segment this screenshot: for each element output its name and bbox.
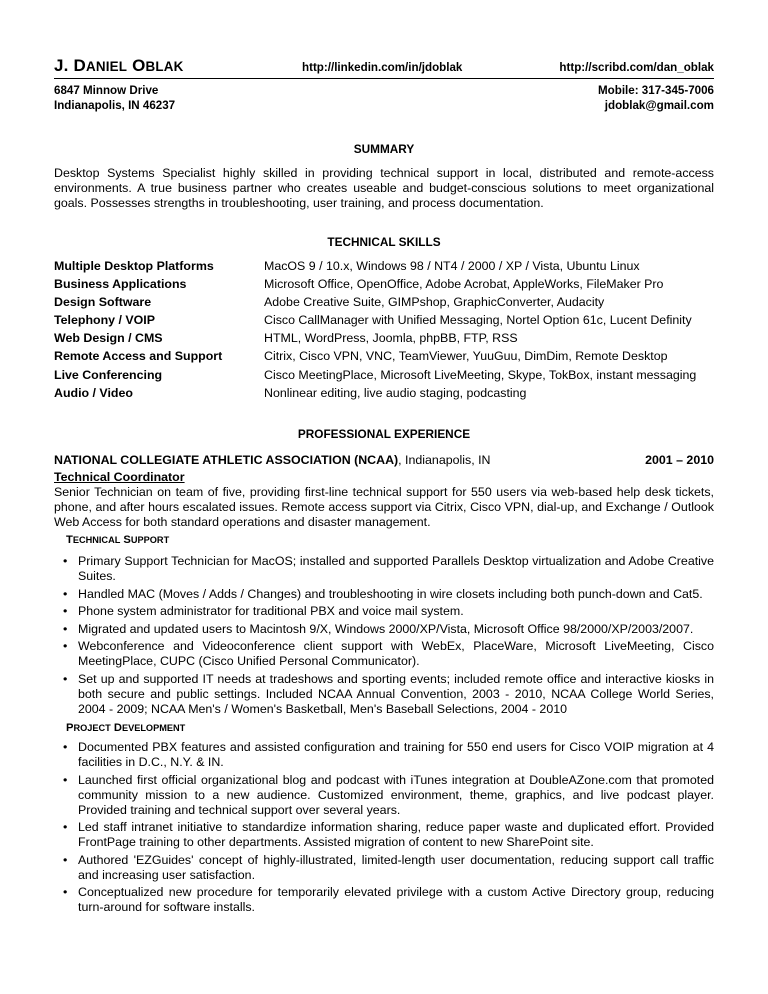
bullet-icon: •	[63, 639, 68, 653]
employer-location: , Indianapolis, IN	[398, 453, 491, 467]
skill-row	[54, 277, 714, 295]
address-line-1: 6847 Minnow Drive	[54, 84, 159, 97]
bullet-icon: •	[63, 586, 68, 601]
job-title: Technical Coordinator	[54, 470, 185, 484]
skill-row	[54, 259, 714, 277]
bullet-text: Conceptualized new procedure for temporarily elevated privilege with a custom Active Directory group, reducing turn-around for software installs.	[78, 885, 714, 914]
skill-row	[54, 368, 714, 386]
skill-value: Microsoft Office, OpenOffice, Adobe Acrobat, AppleWorks, FileMaker Pro	[264, 277, 664, 292]
summary-heading: SUMMARY	[353, 142, 415, 156]
employer-name: NATIONAL COLLEGIATE ATHLETIC ASSOCIATION (NCAA)	[54, 453, 399, 467]
support-bullet-item	[62, 672, 714, 717]
technical-support-subheading: TECHNICAL SUPPORT	[66, 534, 170, 546]
candidate-name: J. DANIEL OBLAK	[54, 56, 184, 75]
bullet-text: Launched first official organizational blog and podcast with iTunes integration at DoubleAZone.com that promoted community mission to a new audience. Customized environment, theme, graphics, and live podcast player. Provided training and technical support over several years.	[78, 772, 714, 817]
bullet-icon: •	[63, 740, 68, 754]
bullet-icon: •	[63, 820, 68, 834]
skill-label: Multiple Desktop Platforms	[54, 259, 214, 273]
bullet-icon: •	[63, 554, 68, 568]
skill-value: Cisco CallManager with Unified Messaging, Nortel Option 61c, Lucent Definity	[264, 313, 692, 328]
experience-heading: PROFESSIONAL EXPERIENCE	[297, 427, 471, 441]
project-bullet-item	[62, 853, 714, 883]
job-description: Senior Technician on team of five, providing first-line technical support for 550 users via web-based help desk tickets, phone, and after hours escalated issues. Remote access support via Citrix, Cisco VPN, dial-up, and Exchange / Outlook Web Access for both standard operations and disaster management.	[54, 485, 714, 529]
skill-row	[54, 386, 714, 404]
bullet-text: Webconference and Videoconference client support with WebEx, PlaceWare, Microsoft LiveMeeting, Cisco MeetingPlace, CUPC (Cisco Unified Personal Communicator).	[78, 639, 714, 668]
skill-row	[54, 313, 714, 331]
address-line-2: Indianapolis, IN 46237	[54, 99, 176, 112]
employment-years: 2001 – 2010	[645, 453, 714, 467]
support-bullet-item	[62, 554, 714, 584]
project-bullet-item	[62, 885, 714, 915]
linkedin-link[interactable]: http://linkedin.com/in/jdoblak	[302, 61, 463, 74]
bullet-text: Led staff intranet initiative to standardize information sharing, reduce paper waste and duplicated effort. Provided FrontPage training to other departments. Assisted migration of content to new SharePoint site.	[78, 820, 714, 849]
bullet-text: Documented PBX features and assisted configuration and training for 550 end users for Cisco VOIP migration at 4 facilities in D.C., N.Y. & IN.	[78, 740, 714, 769]
bullet-text: Set up and supported IT needs at tradeshows and sporting events; included remote office and interactive kiosks in both secure and public settings. Included NCAA Annual Convention, 2003 - 2010, NCAA College World Series, 2004 - 2009; NCAA Men's / Women's Basketball, Men's Baseball Selections, 2004 - 2010	[78, 671, 714, 716]
skill-value: HTML, WordPress, Joomla, phpBB, FTP, RSS	[264, 331, 518, 346]
skill-value: Adobe Creative Suite, GIMPshop, GraphicConverter, Audacity	[264, 295, 605, 310]
employer-line	[54, 453, 714, 468]
skill-row	[54, 295, 714, 313]
skill-value: Citrix, Cisco VPN, VNC, TeamViewer, YuuGuu, DimDim, Remote Desktop	[264, 349, 668, 364]
skill-row	[54, 331, 714, 349]
bullet-icon: •	[63, 604, 68, 618]
bullet-icon: •	[63, 772, 68, 787]
bullet-text: Primary Support Technician for MacOS; installed and supported Parallels Desktop virtualization and Adobe Creative Suites.	[78, 554, 714, 583]
scribd-link[interactable]: http://scribd.com/dan_oblak	[559, 61, 714, 74]
project-bullet-item	[62, 820, 714, 850]
support-bullet-item	[62, 622, 714, 637]
skill-value: Nonlinear editing, live audio staging, podcasting	[264, 385, 527, 400]
bullet-text: Authored 'EZGuides' concept of highly-illustrated, limited-length user documentation, reducing support call traffic and increasing user satisfaction.	[78, 852, 714, 882]
skill-label: Live Conferencing	[54, 367, 163, 382]
bullet-icon: •	[63, 885, 68, 899]
support-bullet-item	[62, 639, 714, 669]
summary-text: Desktop Systems Specialist highly skilled in providing technical support in local, distributed and remote-access environments. A true business partner who creates useable and budget-conscious solutions to meet organizational goals. Possesses strengths in troubleshooting, user training, and process documentation.	[54, 166, 714, 210]
bullet-icon: •	[63, 671, 68, 686]
skill-label: Web Design / CMS	[54, 331, 163, 346]
bullet-icon: •	[63, 621, 68, 636]
skills-heading: TECHNICAL SKILLS	[327, 235, 441, 249]
skill-label: Design Software	[54, 295, 152, 310]
contact-block	[598, 83, 714, 113]
support-bullet-item	[62, 604, 714, 619]
skill-row	[54, 349, 714, 367]
mobile-phone: Mobile: 317-345-7006	[598, 84, 714, 97]
bullet-text: Handled MAC (Moves / Adds / Changes) and troubleshooting in wire closets including both punch-down and Cat5.	[78, 586, 703, 601]
address-block	[54, 83, 175, 113]
skills-table	[54, 259, 714, 404]
bullet-text: Migrated and updated users to Macintosh 9/X, Windows 2000/XP/Vista, Microsoft Office 98/2000/XP/2003/2007.	[78, 621, 694, 636]
skill-value: MacOS 9 / 10.x, Windows 98 / NT4 / 2000 / XP / Vista, Ubuntu Linux	[264, 259, 640, 273]
bullet-icon: •	[63, 852, 68, 867]
project-bullet-item	[62, 773, 714, 818]
bullet-text: Phone system administrator for traditional PBX and voice mail system.	[78, 604, 464, 618]
skill-label: Audio / Video	[54, 385, 133, 400]
project-development-subheading: PROJECT DEVELOPMENT	[66, 722, 186, 734]
skill-label: Telephony / VOIP	[54, 313, 155, 328]
project-development-list	[62, 740, 714, 918]
technical-support-list	[62, 554, 714, 719]
skill-label: Business Applications	[54, 277, 187, 292]
skill-label: Remote Access and Support	[54, 349, 223, 364]
header-rule	[54, 78, 714, 79]
skill-value: Cisco MeetingPlace, Microsoft LiveMeeting, Skype, TokBox, instant messaging	[264, 367, 697, 382]
support-bullet-item	[62, 587, 714, 602]
email-address[interactable]: jdoblak@gmail.com	[604, 99, 714, 112]
project-bullet-item	[62, 740, 714, 770]
